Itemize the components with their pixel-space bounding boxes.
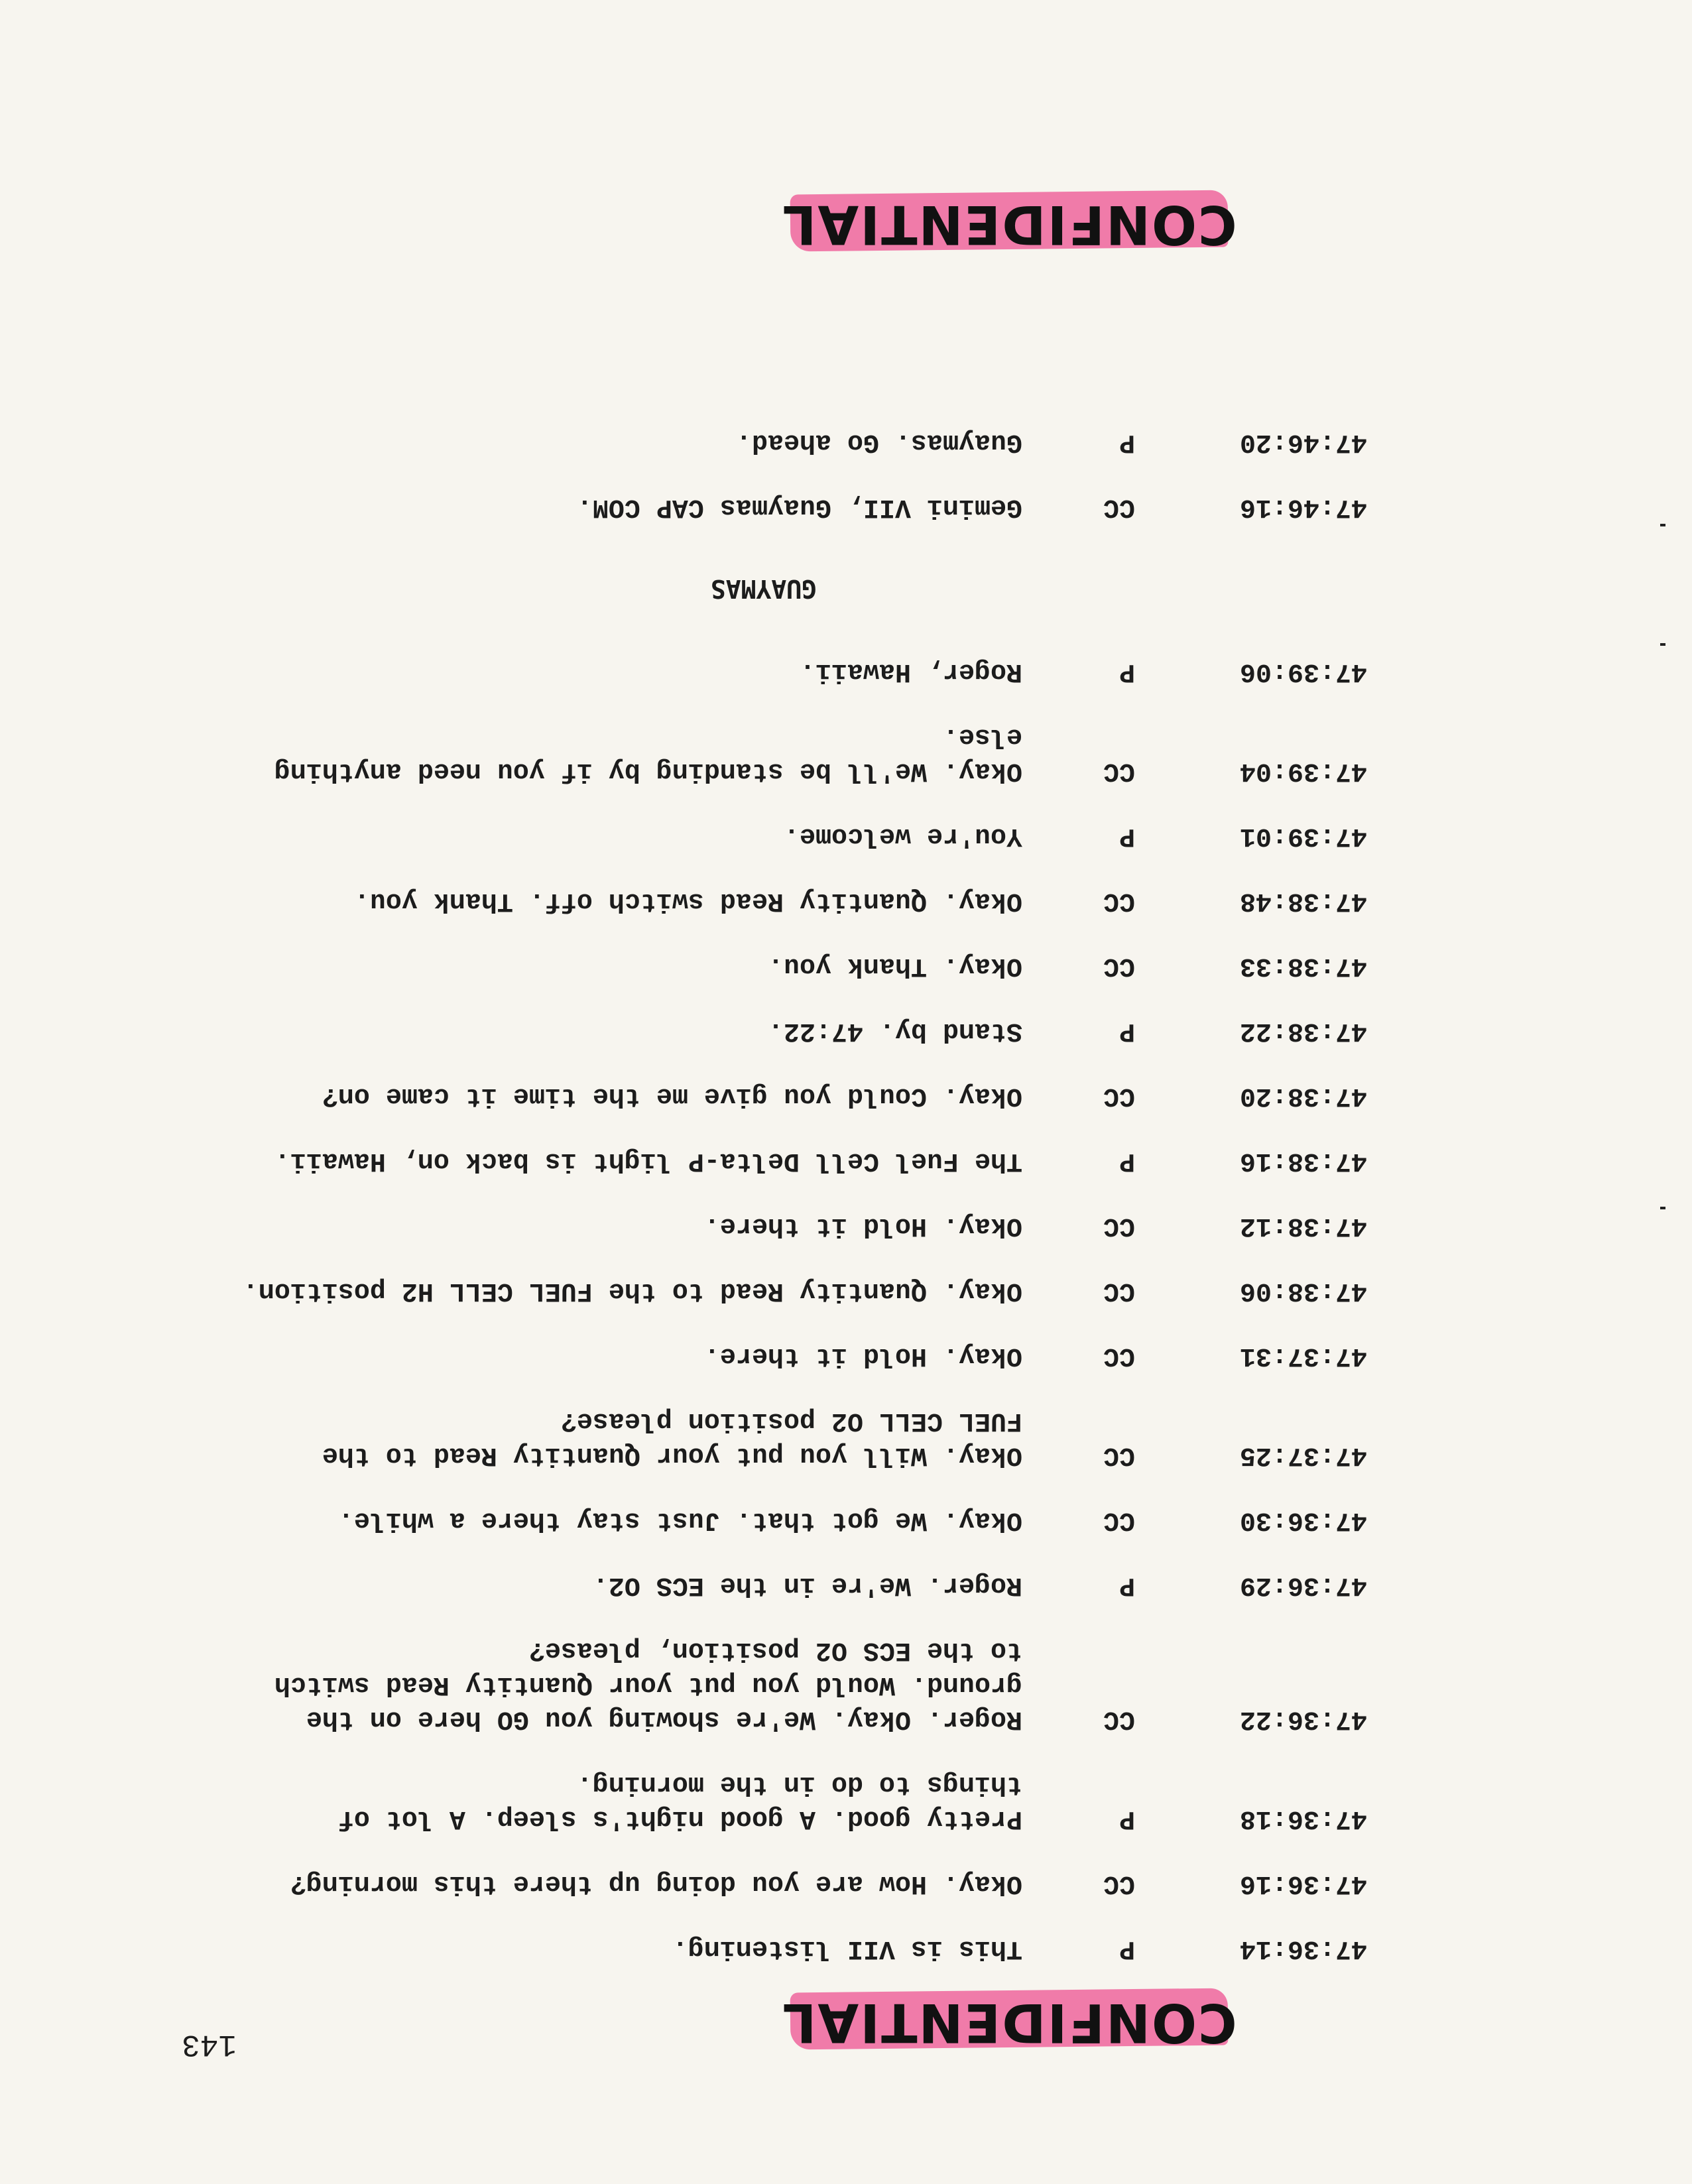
timestamp: 47:38:48 [1239,886,1367,916]
speaker: P [1118,821,1135,851]
speaker: CC [1103,1341,1135,1370]
transcript-row [107,1866,1367,1900]
timestamp: 47:37:31 [1239,1341,1367,1370]
timestamp: 47:38:22 [1239,1016,1367,1046]
transcript-row [107,1143,1367,1178]
timestamp: 47:39:01 [1239,821,1367,851]
utterance: You're welcome. [783,821,1022,851]
utterance: Okay. Hold it there. [703,1211,1022,1241]
timestamp: 47:46:16 [1239,492,1367,522]
timestamp: 47:38:33 [1239,951,1367,981]
speaker: CC [1103,1211,1135,1241]
speaker: P [1118,1803,1135,1833]
transcript [107,424,1367,1965]
page-number: 143 [182,2027,237,2061]
timestamp: 47:37:25 [1239,1440,1367,1470]
utterance: Okay. Thank you. [767,951,1022,981]
utterance: Okay. Could you give me the time it came on? [322,1081,1022,1111]
confidential-label: CONFIDENTIAL [781,1992,1237,2054]
speaker: CC [1103,1704,1135,1734]
timestamp: 47:36:29 [1239,1570,1367,1600]
utterance: Okay. Quantity Read switch off. Thank you. [353,886,1022,916]
timestamp: 47:38:12 [1239,1211,1367,1241]
timestamp: 47:36:16 [1239,1868,1367,1898]
speaker: CC [1103,1081,1135,1111]
timestamp: 47:39:04 [1239,756,1367,786]
timestamp: 47:36:30 [1239,1505,1367,1535]
timestamp: 47:36:22 [1239,1704,1367,1734]
transcript-row [107,489,1367,524]
speaker: P [1118,427,1135,457]
confidential-label: CONFIDENTIAL [781,194,1237,256]
transcript-row [107,424,1367,459]
speaker: P [1118,656,1135,686]
speaker: P [1118,1146,1135,1176]
margin-tick-mark [1660,524,1665,526]
timestamp: 47:46:20 [1239,427,1367,457]
transcript-row [107,1632,1367,1736]
speaker: CC [1103,951,1135,981]
confidential-stamp-bottom [777,188,1241,261]
transcript-row [107,654,1367,688]
speaker: CC [1103,756,1135,786]
timestamp: 47:36:18 [1239,1803,1367,1833]
speaker: CC [1103,1276,1135,1305]
speaker: P [1118,1570,1135,1600]
utterance: Okay. We'll be standing by if you need anything else. [274,721,1022,786]
utterance: Pretty good. A good night's sleep. A lot of things to do in the morning. [337,1769,1022,1833]
utterance: Roger. We're in the ECS O2. [592,1570,1022,1600]
timestamp: 47:38:20 [1239,1081,1367,1111]
speaker: CC [1103,1505,1135,1535]
utterance: The Fuel Cell Delta-P light is back on, Hawaii. [274,1146,1022,1176]
transcript-row [107,948,1367,983]
transcript-row [107,1208,1367,1243]
speaker: CC [1103,1868,1135,1898]
utterance: Okay. Hold it there. [703,1341,1022,1370]
section-heading-guaymas: GUAYMAS [710,574,817,603]
utterance: Guaymas. Go ahead. [735,427,1022,457]
transcript-row [107,883,1367,918]
utterance: Roger. Okay. We're showing you GO here on the ground. Would you put your Quantity Read switch to the ECS O2 position, please? [274,1635,1022,1734]
transcript-row [107,818,1367,853]
transcript-row [107,1078,1367,1113]
transcript-row [107,1013,1367,1048]
transcript-row [107,1403,1367,1472]
utterance: Okay. Will you put your Quantity Read to the FUEL CELL O2 position please? [322,1406,1022,1470]
speaker: P [1118,1933,1135,1963]
speaker: CC [1103,492,1135,522]
speaker: P [1118,1016,1135,1046]
utterance: Okay. We got that. Just stay there a while. [337,1505,1022,1535]
speaker: CC [1103,1440,1135,1470]
confidential-stamp-top [777,1986,1241,2059]
margin-tick-mark [1660,1207,1665,1209]
speaker: CC [1103,886,1135,916]
transcript-row [107,1273,1367,1307]
utterance: Okay. How are you doing up there this morning? [290,1868,1022,1898]
transcript-row [107,719,1367,788]
timestamp: 47:38:06 [1239,1276,1367,1305]
utterance: Gemini VII, Guaymas CAP COM. [576,492,1022,522]
timestamp: 47:36:14 [1239,1933,1367,1963]
transcript-row [107,1931,1367,1965]
margin-tick-mark [1660,643,1665,646]
timestamp: 47:38:16 [1239,1146,1367,1176]
transcript-row [107,1766,1367,1835]
utterance: Okay. Quantity Read to the FUEL CELL H2 position. [242,1276,1022,1305]
timestamp: 47:39:06 [1239,656,1367,686]
transcript-row [107,1338,1367,1372]
transcript-row [107,1502,1367,1537]
utterance: Roger, Hawaii. [799,656,1022,686]
utterance: Stand by. 47:22. [767,1016,1022,1046]
utterance: This is VII listening. [672,1933,1022,1963]
transcript-row [107,1567,1367,1602]
